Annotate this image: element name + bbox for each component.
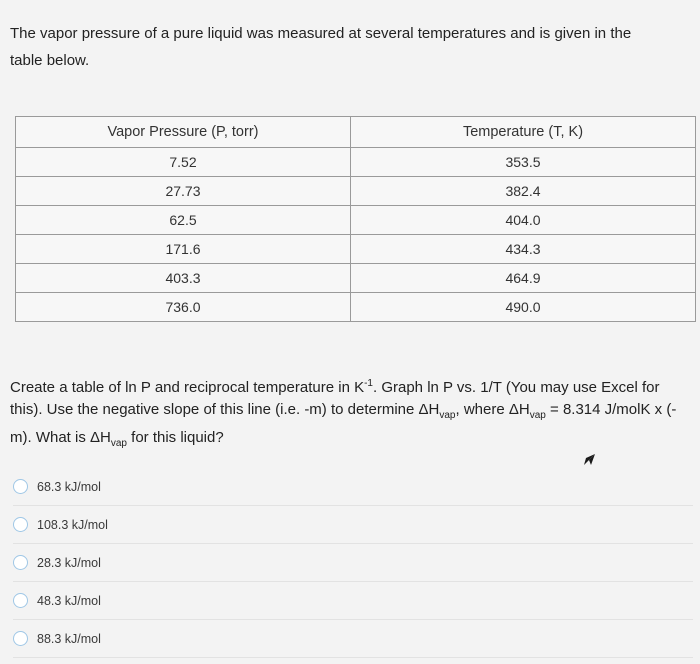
pressure-cell: 171.6 [16,235,351,264]
option-label: 88.3 kJ/mol [37,631,101,646]
header-temperature: Temperature (T, K) [351,117,696,148]
question-part: . Graph ln P vs. 1/T (You may use Excel for this). Use the negative slope of this line (i.e. -m) to determine ΔH [10,379,660,418]
pressure-cell: 403.3 [16,264,351,293]
answer-option-2[interactable] [13,506,693,544]
table-header-row [16,117,696,148]
vapor-pressure-table [15,116,696,322]
intro-line-2: table below. [10,52,90,69]
superscript: -1 [364,378,373,389]
option-label: 48.3 kJ/mol [37,593,101,608]
answer-options [13,468,693,658]
temperature-cell: 404.0 [351,206,696,235]
radio-button[interactable] [13,517,28,532]
temperature-cell: 382.4 [351,177,696,206]
subscript: vap [439,410,456,421]
intro-line-1: The vapor pressure of a pure liquid was measured at several temperatures and is given in the [10,25,632,42]
subscript: vap [529,410,546,421]
answer-option-5[interactable] [13,620,693,658]
question-intro [10,20,670,74]
subscript: vap [110,438,127,449]
mouse-cursor-icon [582,452,596,466]
temperature-cell: 353.5 [351,148,696,177]
pressure-cell: 7.52 [16,148,351,177]
radio-button[interactable] [13,555,28,570]
table-row [16,235,696,264]
table-row [16,293,696,322]
table-row [16,177,696,206]
answer-option-3[interactable] [13,544,693,582]
table-row [16,206,696,235]
question-part: = 8.314 J/molK x (-m). What is ΔH [10,401,677,446]
radio-button[interactable] [13,479,28,494]
table-row [16,264,696,293]
table-row [16,148,696,177]
temperature-cell: 434.3 [351,235,696,264]
temperature-cell: 464.9 [351,264,696,293]
answer-option-4[interactable] [13,582,693,620]
pressure-cell: 27.73 [16,177,351,206]
radio-button[interactable] [13,631,28,646]
radio-button[interactable] [13,593,28,608]
pressure-cell: 736.0 [16,293,351,322]
header-vapor-pressure: Vapor Pressure (P, torr) [16,117,351,148]
question-part: Create a table of ln P and reciprocal temperature in K [10,379,365,396]
temperature-cell: 490.0 [351,293,696,322]
option-label: 28.3 kJ/mol [37,555,101,570]
question-part: for this liquid? [126,429,224,446]
question-part: , where ΔH [455,401,530,418]
answer-option-1[interactable] [13,468,693,506]
option-label: 68.3 kJ/mol [37,479,101,494]
option-label: 108.3 kJ/mol [37,517,108,532]
pressure-cell: 62.5 [16,206,351,235]
question-text [10,373,695,455]
